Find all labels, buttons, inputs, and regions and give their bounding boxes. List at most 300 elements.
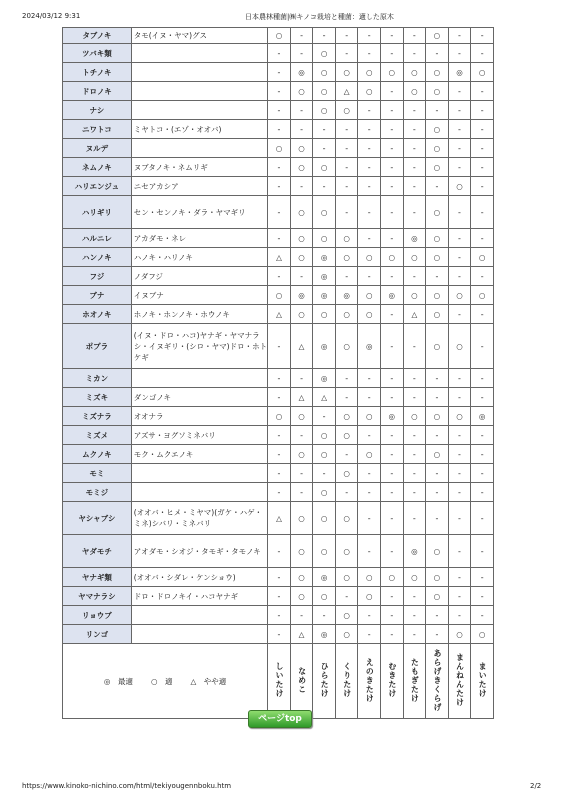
suitability-mark: △ [335, 82, 358, 101]
suitability-mark: - [471, 445, 494, 464]
suitability-mark: △ [268, 305, 291, 324]
suitability-mark: ○ [426, 568, 449, 587]
suitability-mark: ○ [268, 139, 291, 158]
suitability-mark: ○ [426, 305, 449, 324]
suitability-mark: - [403, 502, 426, 535]
tree-name: ドロノキ [63, 82, 132, 101]
suitability-mark: - [403, 606, 426, 625]
suitability-mark: - [448, 101, 471, 120]
suitability-mark: - [448, 82, 471, 101]
suitability-mark: - [313, 464, 336, 483]
suitability-mark: - [403, 196, 426, 229]
suitability-mark: ○ [426, 139, 449, 158]
footer-url: https://www.kinoko-nichino.com/html/tekiyougennboku.htm [22, 782, 232, 790]
suitability-mark: ○ [426, 28, 449, 44]
suitability-mark: △ [290, 388, 313, 407]
table-row [63, 63, 494, 82]
suitability-mark: - [471, 324, 494, 369]
suitability-mark: - [313, 139, 336, 158]
local-name: ハノキ・ハリノキ [131, 248, 267, 267]
suitability-mark: ○ [358, 568, 381, 587]
table-row [63, 388, 494, 407]
suitability-mark: ○ [403, 82, 426, 101]
suitability-mark: - [358, 177, 381, 196]
suitability-mark: - [381, 587, 404, 606]
suitability-mark: - [471, 426, 494, 445]
suitability-mark: ◎ [313, 286, 336, 305]
suitability-mark: - [335, 139, 358, 158]
suitability-mark: ○ [403, 407, 426, 426]
suitability-mark: - [268, 483, 291, 502]
suitability-mark: ○ [358, 82, 381, 101]
suitability-mark: - [268, 82, 291, 101]
mushroom-name: あらげきくらげ [432, 648, 442, 712]
suitability-mark: - [471, 587, 494, 606]
suitability-mark: - [471, 464, 494, 483]
suitability-mark: - [381, 324, 404, 369]
table-row [63, 44, 494, 63]
tree-name: モミ [63, 464, 132, 483]
suitability-mark: - [448, 388, 471, 407]
suitability-mark: - [313, 28, 336, 44]
local-name [131, 464, 267, 483]
suitability-mark: - [268, 324, 291, 369]
suitability-mark: ○ [313, 535, 336, 568]
suitability-mark: - [268, 625, 291, 644]
suitability-mark: - [381, 229, 404, 248]
table-row [63, 445, 494, 464]
suitability-mark: ○ [290, 248, 313, 267]
suitability-mark: ○ [335, 407, 358, 426]
tree-name: ミズメ [63, 426, 132, 445]
suitability-mark: - [381, 445, 404, 464]
suitability-mark: - [426, 388, 449, 407]
suitability-mark: - [358, 28, 381, 44]
tree-name: ヤダモチ [63, 535, 132, 568]
suitability-mark: - [471, 177, 494, 196]
suitability-mark: △ [268, 502, 291, 535]
suitability-mark: ○ [313, 587, 336, 606]
suitability-mark: - [403, 587, 426, 606]
suitability-mark: - [381, 625, 404, 644]
mushroom-name: しいたけ [275, 662, 284, 698]
local-name: アズサ・ヨグソミネバリ [131, 426, 267, 445]
suitability-mark: ○ [358, 286, 381, 305]
suitability-mark: - [268, 445, 291, 464]
tree-name: ミズキ [63, 388, 132, 407]
suitability-mark: - [426, 267, 449, 286]
tree-name: ネムノキ [63, 158, 132, 177]
suitability-mark: ○ [290, 196, 313, 229]
print-date: 2024/03/12 9:31 [22, 12, 81, 20]
suitability-mark: - [268, 158, 291, 177]
suitability-mark: ○ [313, 426, 336, 445]
suitability-mark: ○ [403, 286, 426, 305]
suitability-mark: ○ [426, 82, 449, 101]
local-name: ダンゴノキ [131, 388, 267, 407]
table-row [63, 196, 494, 229]
suitability-mark: - [335, 267, 358, 286]
suitability-mark: ◎ [290, 63, 313, 82]
suitability-mark: ○ [290, 445, 313, 464]
suitability-mark: - [290, 120, 313, 139]
suitability-mark: - [471, 28, 494, 44]
suitability-mark: ○ [426, 324, 449, 369]
suitability-mark: △ [403, 305, 426, 324]
table-body [63, 28, 494, 719]
suitability-mark: ◎ [448, 63, 471, 82]
suitability-mark: ○ [268, 28, 291, 44]
suitability-mark: - [471, 44, 494, 63]
table-row [63, 483, 494, 502]
suitability-mark: ○ [448, 177, 471, 196]
local-name: セン・センノキ・ダラ・ヤマギリ [131, 196, 267, 229]
suitability-mark: ○ [335, 606, 358, 625]
suitability-mark: - [358, 502, 381, 535]
suitability-mark: ○ [426, 196, 449, 229]
suitability-mark: ○ [268, 407, 291, 426]
suitability-mark: ○ [403, 63, 426, 82]
mushroom-column-header [335, 644, 358, 719]
suitability-mark: ○ [426, 407, 449, 426]
mushroom-column-header [471, 644, 494, 719]
suitability-mark: - [358, 139, 381, 158]
tree-name: ヌルデ [63, 139, 132, 158]
suitability-mark: - [471, 388, 494, 407]
suitability-mark: - [471, 267, 494, 286]
suitability-mark: ○ [268, 286, 291, 305]
tree-name: ヤナギ類 [63, 568, 132, 587]
suitability-mark: ○ [290, 535, 313, 568]
suitability-mark: - [403, 267, 426, 286]
local-name [131, 44, 267, 63]
suitability-mark: - [313, 177, 336, 196]
table-row [63, 286, 494, 305]
suitability-mark: ◎ [290, 286, 313, 305]
suitability-mark: - [358, 229, 381, 248]
suitability-mark: △ [290, 324, 313, 369]
local-name: ドロ・ドロノキイ・ハコヤナギ [131, 587, 267, 606]
tree-name: リンゴ [63, 625, 132, 644]
suitability-mark: ○ [290, 305, 313, 324]
tree-name: ホオノキ [63, 305, 132, 324]
suitability-mark: - [448, 502, 471, 535]
mushroom-column-header [381, 644, 404, 719]
suitability-mark: - [358, 483, 381, 502]
mushroom-name: くりたけ [342, 662, 352, 698]
suitability-mark: ○ [448, 625, 471, 644]
local-name: オオナラ [131, 407, 267, 426]
suitability-mark: - [426, 101, 449, 120]
suitability-mark: - [426, 426, 449, 445]
tree-name: ミカン [63, 369, 132, 388]
suitability-mark: - [268, 229, 291, 248]
suitability-mark: ○ [426, 535, 449, 568]
local-name: モク・ムクエノキ [131, 445, 267, 464]
suitability-mark: - [268, 587, 291, 606]
suitability-mark: - [268, 44, 291, 63]
table-row [63, 139, 494, 158]
table-row [63, 229, 494, 248]
suitability-mark: - [358, 535, 381, 568]
local-name: ヌブタノキ・ネムリギ [131, 158, 267, 177]
tree-name: ハンノキ [63, 248, 132, 267]
suitability-mark: ○ [313, 158, 336, 177]
suitability-mark: ◎ [313, 267, 336, 286]
suitability-mark: ○ [313, 305, 336, 324]
suitability-mark: - [471, 82, 494, 101]
suitability-mark: ○ [335, 101, 358, 120]
suitability-mark: ○ [426, 158, 449, 177]
suitability-mark: ○ [335, 305, 358, 324]
suitability-mark: - [290, 44, 313, 63]
table-row [63, 502, 494, 535]
suitability-mark: - [403, 120, 426, 139]
suitability-mark: - [381, 369, 404, 388]
suitability-mark: △ [290, 625, 313, 644]
suitability-mark: ○ [290, 82, 313, 101]
suitability-mark: - [403, 158, 426, 177]
table-row [63, 28, 494, 44]
legend-best: ◎ 最適 [103, 676, 133, 686]
table-row [63, 82, 494, 101]
suitability-mark: - [426, 369, 449, 388]
suitability-mark: - [290, 267, 313, 286]
suitability-mark: - [426, 606, 449, 625]
suitability-mark: - [403, 426, 426, 445]
suitability-mark: - [381, 535, 404, 568]
local-name: タモ(イヌ・ヤマ)グス [131, 28, 267, 44]
suitability-mark: - [381, 388, 404, 407]
local-name [131, 483, 267, 502]
suitability-mark: - [403, 324, 426, 369]
suitability-mark: - [381, 28, 404, 44]
suitability-mark: ○ [358, 587, 381, 606]
table-row [63, 407, 494, 426]
suitability-mark: ○ [335, 63, 358, 82]
suitability-mark: - [471, 120, 494, 139]
suitability-mark: - [290, 464, 313, 483]
suitability-mark: - [448, 305, 471, 324]
legend [63, 644, 268, 719]
local-name: ホノキ・ホンノキ・ホウノキ [131, 305, 267, 324]
tree-name: ミズナラ [63, 407, 132, 426]
suitability-mark: ◎ [471, 407, 494, 426]
suitability-mark: - [426, 625, 449, 644]
mushroom-name: なめこ [297, 666, 307, 694]
table-row [63, 426, 494, 445]
local-name: ニセアカシア [131, 177, 267, 196]
suitability-mark: ○ [290, 158, 313, 177]
legend-fair: △ やや適 [190, 676, 227, 686]
suitability-mark: ○ [335, 248, 358, 267]
table-row [63, 248, 494, 267]
suitability-mark: - [426, 177, 449, 196]
suitability-mark: - [358, 625, 381, 644]
legend-row [63, 644, 494, 719]
suitability-mark: ○ [335, 568, 358, 587]
suitability-mark: ○ [448, 286, 471, 305]
suitability-mark: - [381, 267, 404, 286]
suitability-mark: ○ [471, 625, 494, 644]
suitability-mark: ○ [313, 445, 336, 464]
suitability-mark: ◎ [313, 369, 336, 388]
local-name: イヌブナ [131, 286, 267, 305]
suitability-mark: - [403, 464, 426, 483]
table-row [63, 568, 494, 587]
suitability-mark: ◎ [381, 286, 404, 305]
suitability-mark: ○ [471, 63, 494, 82]
suitability-mark: - [448, 267, 471, 286]
suitability-mark: - [448, 229, 471, 248]
suitability-mark: △ [268, 248, 291, 267]
table-row [63, 158, 494, 177]
suitability-mark: - [471, 101, 494, 120]
suitability-mark: ○ [313, 196, 336, 229]
suitability-mark: - [471, 158, 494, 177]
mushroom-column-header [290, 644, 313, 719]
local-name: ノダフジ [131, 267, 267, 286]
suitability-mark: - [448, 369, 471, 388]
local-name: (イヌ・ドロ・ハコ)ヤナギ・ヤマナラシ・イヌギリ・(シロ・ヤマ)ドロ・ホトケギ [131, 324, 267, 369]
suitability-mark: ○ [335, 464, 358, 483]
suitability-mark: - [471, 535, 494, 568]
suitability-mark: ○ [448, 324, 471, 369]
suitability-mark: - [313, 407, 336, 426]
mushroom-name: むきたけ [387, 662, 397, 698]
suitability-mark: - [381, 177, 404, 196]
tree-name: ハリエンジュ [63, 177, 132, 196]
suitability-mark: - [471, 568, 494, 587]
suitability-mark: - [426, 464, 449, 483]
suitability-mark: ○ [335, 502, 358, 535]
suitability-mark: - [268, 606, 291, 625]
suitability-mark: - [381, 196, 404, 229]
tree-name: ムクノキ [63, 445, 132, 464]
suitability-mark: ◎ [381, 407, 404, 426]
tree-name: ポプラ [63, 324, 132, 369]
suitability-mark: ◎ [313, 324, 336, 369]
suitability-mark: ○ [290, 229, 313, 248]
suitability-mark: ○ [358, 305, 381, 324]
mushroom-name: えのきたけ [365, 657, 375, 703]
suitability-mark: - [448, 139, 471, 158]
local-name [131, 101, 267, 120]
suitability-mark: - [448, 44, 471, 63]
suitability-mark: ◎ [403, 229, 426, 248]
suitability-mark: - [471, 229, 494, 248]
suitability-mark: - [358, 196, 381, 229]
table-row [63, 324, 494, 369]
suitability-mark: ○ [426, 63, 449, 82]
legend-good: ○ 適 [150, 676, 173, 686]
mushroom-column-header [448, 644, 471, 719]
suitability-mark: ○ [403, 568, 426, 587]
suitability-mark: - [268, 267, 291, 286]
table-row [63, 120, 494, 139]
mushroom-name: たもぎたけ [410, 657, 420, 703]
suitability-mark: - [335, 388, 358, 407]
suitability-mark: - [471, 305, 494, 324]
suitability-mark: ○ [448, 407, 471, 426]
suitability-mark: - [448, 28, 471, 44]
page-top-button[interactable]: ページtop [248, 710, 312, 728]
suitability-mark: - [268, 464, 291, 483]
table-row [63, 177, 494, 196]
suitability-mark: - [403, 28, 426, 44]
suitability-mark: - [335, 44, 358, 63]
suitability-mark: ○ [313, 44, 336, 63]
suitability-mark: - [381, 158, 404, 177]
suitability-mark: - [381, 426, 404, 445]
suitability-mark: - [358, 388, 381, 407]
suitability-mark: ○ [358, 248, 381, 267]
suitability-mark: - [335, 445, 358, 464]
suitability-mark: - [471, 369, 494, 388]
tree-name: ブナ [63, 286, 132, 305]
table-row [63, 267, 494, 286]
local-name [131, 82, 267, 101]
suitability-mark: ○ [290, 139, 313, 158]
suitability-mark: - [335, 196, 358, 229]
suitability-mark: - [268, 120, 291, 139]
suitability-mark: ○ [290, 587, 313, 606]
suitability-mark: ○ [381, 568, 404, 587]
suitability-mark: - [290, 369, 313, 388]
suitability-mark: - [358, 606, 381, 625]
suitability-mark: - [268, 63, 291, 82]
suitability-mark: ○ [335, 625, 358, 644]
suitability-mark: - [358, 267, 381, 286]
suitability-mark: - [335, 120, 358, 139]
suitability-mark: - [381, 44, 404, 63]
suitability-mark: ○ [358, 63, 381, 82]
suitability-mark: ○ [471, 286, 494, 305]
suitability-mark: - [448, 196, 471, 229]
suitability-mark: - [471, 196, 494, 229]
tree-name: ハリギリ [63, 196, 132, 229]
suitability-mark: ○ [335, 535, 358, 568]
suitability-mark: - [335, 369, 358, 388]
suitability-mark: - [358, 44, 381, 63]
suitability-mark: ○ [426, 229, 449, 248]
suitability-mark: ○ [313, 502, 336, 535]
table-row [63, 606, 494, 625]
suitability-mark: - [426, 483, 449, 502]
mushroom-column-header [313, 644, 336, 719]
tree-name: ハルニレ [63, 229, 132, 248]
local-name: ミヤトコ・(エゾ・オオバ) [131, 120, 267, 139]
suitability-mark: ○ [313, 483, 336, 502]
suitability-mark: - [290, 426, 313, 445]
suitability-mark: - [313, 120, 336, 139]
suitability-mark: - [358, 426, 381, 445]
suitability-mark: - [335, 483, 358, 502]
suitability-mark: - [403, 101, 426, 120]
suitability-mark: ○ [290, 407, 313, 426]
local-name: アカダモ・ネレ [131, 229, 267, 248]
local-name [131, 625, 267, 644]
table-row [63, 464, 494, 483]
suitability-mark: - [403, 625, 426, 644]
suitability-mark: - [335, 158, 358, 177]
suitability-mark: - [448, 464, 471, 483]
suitability-mark: - [313, 606, 336, 625]
suitability-mark: - [426, 502, 449, 535]
tree-name: ヤマナラシ [63, 587, 132, 606]
page-title: 日本農林種菌|㈱キノコ栽培と種菌：適した原木 [245, 13, 394, 21]
mushroom-column-header [358, 644, 381, 719]
